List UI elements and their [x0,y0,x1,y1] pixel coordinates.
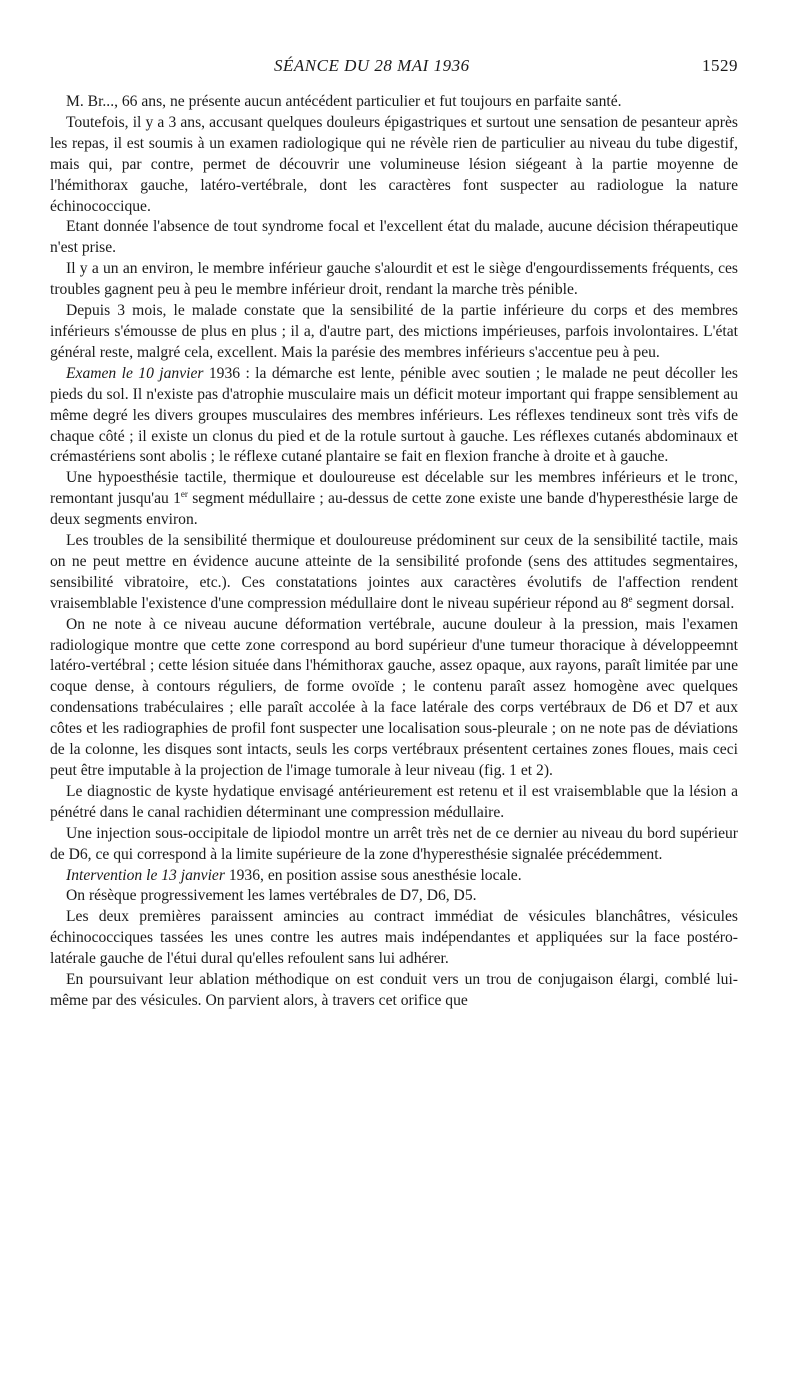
header-title: SÉANCE DU 28 MAI 1936 [274,56,470,75]
paragraph-text: Une hypoesthésie tactile, thermique et douloureuse est décelable sur les membres inférieurs et le tronc, remontant jusqu'au 1 [50,469,738,508]
paragraph: Les deux premières paraissent amincies au contract immédiat de vésicules blanchâtres, vésicules échinococciques tassées les unes contre les autres mais indépendantes et appliquées sur la face postéro-latérale gauche de l'étui dural qu'elles refoulent sans lui adhérer. [50,908,738,968]
paragraph: Une injection sous-occipitale de lipiodol montre un arrêt très net de ce dernier au niveau du bord supérieur de D6, ce qui correspond à la limite supérieure de la zone d'hyperesthésie signalée précédemment. [50,824,738,863]
paragraph: Le diagnostic de kyste hydatique envisagé antérieurement est retenu et il est vraisemblable que la lésion a pénétré dans le canal rachidien déterminant une compression médullaire. [50,782,738,821]
superscript: e [628,593,633,604]
body-text [50,92,738,1012]
superscript: er [180,489,188,500]
paragraph: En poursuivant leur ablation méthodique on est conduit vers un trou de conjugaison élargi, comblé lui-même par des vésicules. On parvient alors, à travers cet orifice que [50,971,738,1009]
paragraph [50,866,738,887]
paragraph-text: Les troubles de la sensibilité thermique et douloureuse prédominent sur ceux de la sensibilité tactile, mais on ne peut mettre en évidence aucune atteinte de la sensibilité profonde (sens des attitudes segmentaires, sensibilité vibratoire, etc.). Ces constatations jointes aux caractères évolutifs de l'affection rendent vraisemblable l'existence d'une compression médullaire dont le niveau supérieur répond au 8 [50,532,738,612]
paragraph: Etant donnée l'absence de tout syndrome focal et l'excellent état du malade, aucune décision thérapeutique n'est prise. [50,218,738,257]
section-lead: Intervention le 13 janvier [66,866,225,884]
page-number: 1529 [702,56,738,75]
paragraph-text: 1936, en position assise sous anesthésie locale. [224,866,522,884]
paragraph-text: segment médullaire ; au-dessus de cette zone existe une bande d'hyperesthésie large de deux segments environ. [50,490,738,529]
paragraph [50,468,738,531]
paragraph: Toutefois, il y a 3 ans, accusant quelques douleurs épigastriques et surtout une sensation de pesanteur après les repas, il est soumis à un examen radiologique qui ne révèle rien de particulier au niveau du tube digestif, mais qui, par contre, permet de découvrir une volumineuse lésion siégeant à la partie moyenne de l'hémithorax gauche, latéro-vertébrale, dont les caractères font suspecter au radiologue la nature échinococcique. [50,113,738,215]
paragraph: On ne note à ce niveau aucune déformation vertébrale, aucune douleur à la pression, mais l'examen radiologique montre que cette zone correspond au bord supérieur d'une tumeur thoracique à développeemnt latéro-vertébral ; cette lésion située dans l'hémithorax gauche, assez opaque, aux rayons, paraît limitée par une coque dense, à contours réguliers, de forme ovoïde ; le contenu paraît assez homogène avec quelques condensations trabéculaires ; elle paraît accolée à la face latérale des corps vertébraux de D6 et D7 et aux côtes et les radiographies de profil font suspecter une localisation sous-pleurale ; on ne note pas de déviations de la colonne, les disques sont intacts, seuls les corps vertébraux présentent certaines zones floues, mais ceci peut être imputable à la projection de l'image tumorale à leur niveau (fig. 1 et 2). [50,615,738,779]
section-lead: Examen le 10 janvier [66,364,204,382]
paragraph-text: segment dorsal. [632,594,735,612]
paragraph: M. Br..., 66 ans, ne présente aucun antécédent particulier et fut toujours en parfaite santé. [66,93,622,110]
paragraph-text: 1936 : la démarche est lente, pénible avec soutien ; le malade ne peut décoller les pieds du sol. Il n'existe pas d'atrophie musculaire mais un déficit moteur important qui frappe sensiblement au même degré les divers groupes musculaires des membres inférieurs. Les réflexes tendineux sont très vifs de chaque côté ; il existe un clonus du pied et de la rotule surtout à gauche. Les réflexes cutanés abdominaux et crémastériens sont abolis ; le réflexe cutané plantaire se fait en flexion franche à droite et à gauche. [50,364,738,466]
paragraph: Il y a un an environ, le membre inférieur gauche s'alourdit et est le siège d'engourdissements fréquents, ces troubles gagnent peu à peu le membre inférieur droit, rendant la marche très pénible. [50,260,738,299]
paragraph [50,531,738,615]
paragraph: Depuis 3 mois, le malade constate que la sensibilité de la partie inférieure du corps et des membres inférieurs s'émousse de plus en plus ; il a, d'autre part, des mictions impérieuses, parfois involontaires. L'état général reste, malgré cela, excellent. Mais la parésie des membres inférieurs s'accentue peu à peu. [50,302,738,361]
running-header [64,56,738,80]
paragraph: On résèque progressivement les lames vertébrales de D7, D6, D5. [66,887,477,905]
paragraph [50,364,738,469]
